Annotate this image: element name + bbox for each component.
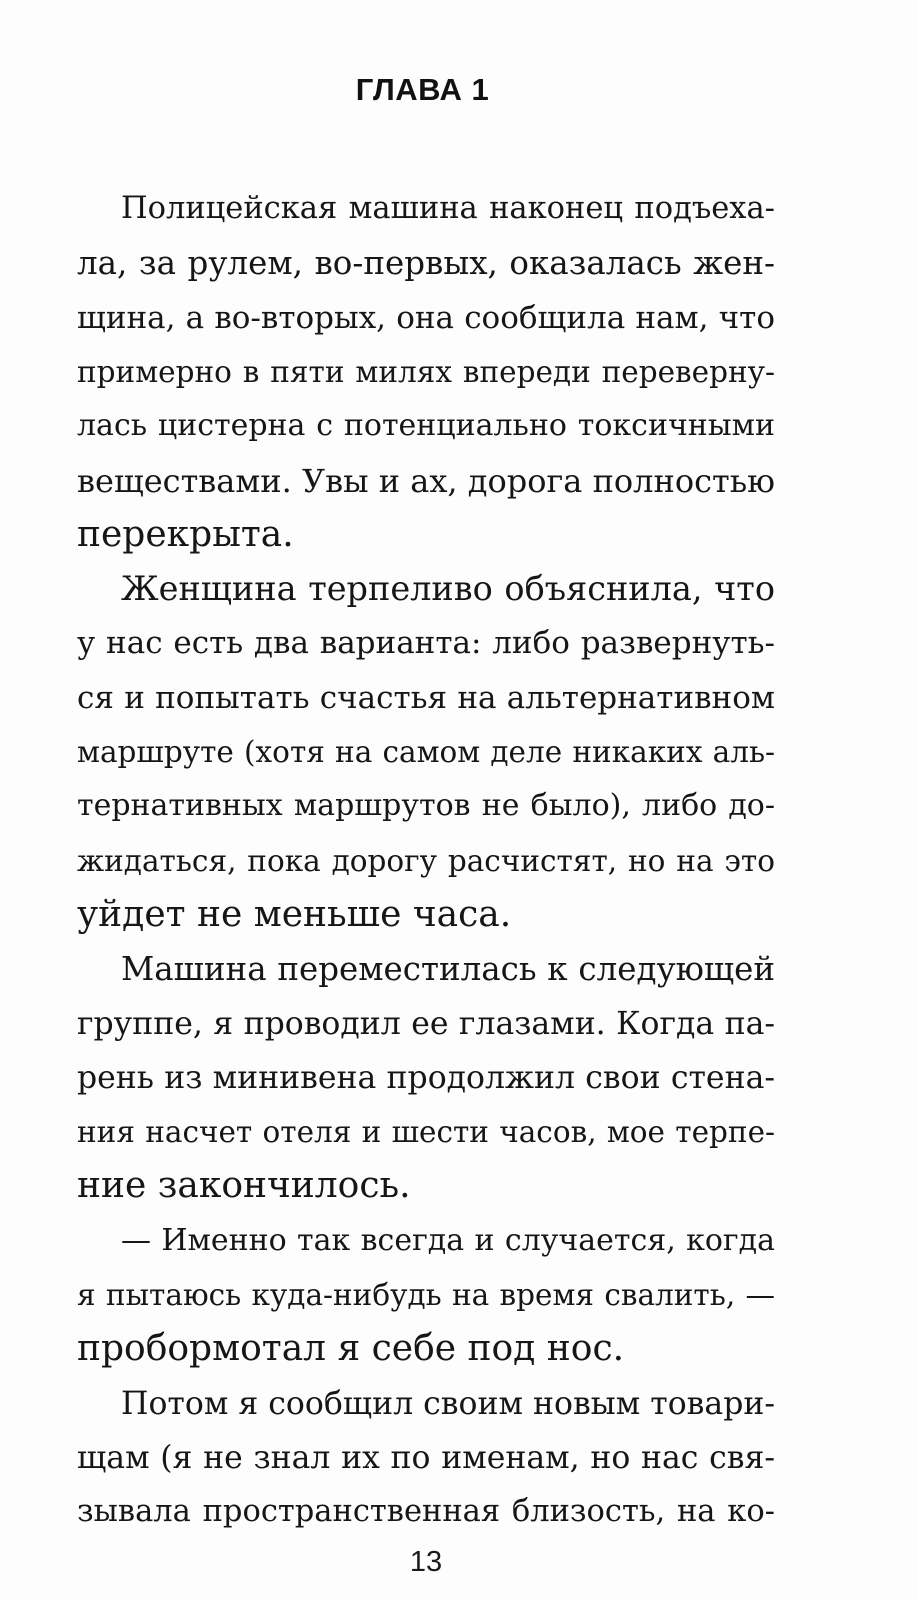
text-line: щина, а во-вторых, она сообщила нам, что	[77, 300, 775, 336]
page-number: 13	[409, 1546, 443, 1578]
text-line: Потом я сообщил своим новым товари-	[121, 1386, 775, 1422]
text-line: ла, за рулем, во-первых, оказалась жен-	[77, 244, 775, 282]
text-line: щам (я не знал их по именам, но нас свя-	[77, 1440, 775, 1476]
text-line: Машина переместилась к следующей	[121, 950, 775, 988]
text-line: пробормотал я себе под нос.	[77, 1328, 625, 1369]
text-line: я пытаюсь куда-нибудь на время свалить, —	[77, 1278, 775, 1312]
text-line: зывала пространственная близость, на ко-	[77, 1494, 775, 1529]
text-line: группе, я проводил ее глазами. Когда па-	[77, 1006, 775, 1042]
text-line: тернативных маршрутов не было), либо до-	[77, 788, 775, 823]
text-line: ся и попытать счастья на альтернативном	[77, 680, 775, 716]
text-line: уйдет не меньше часа.	[77, 894, 512, 935]
text-line: лась цистерна с потенциально токсичными	[77, 408, 775, 443]
text-line: веществами. Увы и ах, дорога полностью	[77, 462, 775, 500]
text-line: ния насчет отеля и шести часов, мое терпе-	[77, 1115, 775, 1149]
text-line: перекрыта.	[77, 514, 294, 555]
text-line: жидаться, пока дорогу расчистят, но на это	[77, 844, 775, 878]
text-line: Женщина терпеливо объяснила, что	[121, 569, 775, 608]
text-line: рень из минивена продолжил свои стена-	[77, 1060, 775, 1096]
text-line: Полицейская машина наконец подъеха-	[121, 191, 775, 226]
text-line: ние закончилось.	[77, 1165, 411, 1206]
text-line: маршруте (хотя на самом деле никаких аль-	[77, 735, 775, 769]
text-line: примерно в пяти милях впереди переверну-	[77, 355, 775, 389]
text-line: — Именно так всегда и случается, когда	[121, 1223, 775, 1258]
chapter-title: ГЛАВА 1	[355, 72, 490, 107]
text-line: у нас есть два варианта: либо развернуть-	[77, 625, 775, 661]
